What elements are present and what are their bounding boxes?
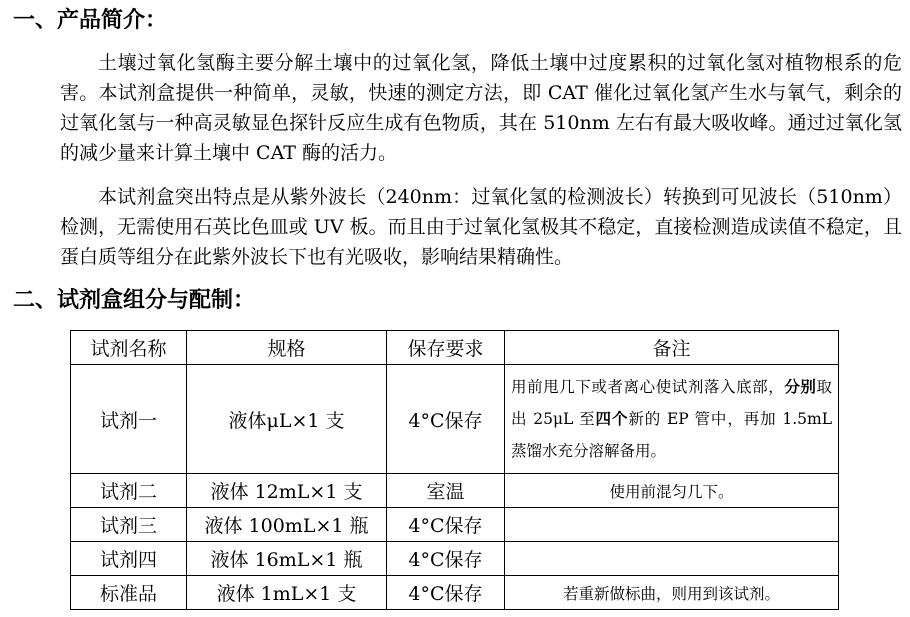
table-row <box>71 474 839 508</box>
reagent-note <box>505 365 839 474</box>
section-heading-product-intro: 一、产品简介： <box>13 8 168 33</box>
reagent-spec: 液体μL×1 支 <box>187 365 387 474</box>
header-cell-note: 备注 <box>505 331 839 365</box>
reagent-spec: 液体 1mL×1 支 <box>187 576 387 610</box>
reagent-name: 试剂一 <box>71 365 187 474</box>
table-row <box>71 542 839 576</box>
reagent-name: 试剂四 <box>71 542 187 576</box>
reagent-storage: 4°C保存 <box>387 542 505 576</box>
reagent-storage: 4°C保存 <box>387 576 505 610</box>
note-emphasis: 四个 <box>595 410 629 428</box>
reagent-spec: 液体 100mL×1 瓶 <box>187 508 387 542</box>
reagent-storage: 4°C保存 <box>387 365 505 474</box>
reagent-storage: 室温 <box>387 474 505 508</box>
header-cell-storage: 保存要求 <box>387 331 505 365</box>
intro-paragraph-2: 本试剂盒突出特点是从紫外波长（240nm：过氧化氢的检测波长）转换到可见波长（510nm）检测，无需使用石英比色皿或 UV 板。而且由于过氧化氢极其不稳定，直接检测造成读值不稳定，且蛋白质等组分在此紫外波长下也有光吸收，影响结果精确性。 <box>60 186 902 268</box>
note-text: 取出 25μL 至 <box>511 378 832 428</box>
reagent-storage: 4°C保存 <box>387 508 505 542</box>
reagent-note <box>505 542 839 576</box>
reagent-name: 试剂二 <box>71 474 187 508</box>
reagent-name: 标准品 <box>71 576 187 610</box>
reagent-note: 使用前混匀几下。 <box>505 474 839 508</box>
table-row <box>71 576 839 610</box>
header-cell-name: 试剂名称 <box>71 331 187 365</box>
reagent-note <box>505 508 839 542</box>
table-row <box>71 365 839 474</box>
section-heading-kit-components: 二、试剂盒组分与配制： <box>13 288 256 313</box>
table-row <box>71 508 839 542</box>
reagent-name: 试剂三 <box>71 508 187 542</box>
table-header-row <box>71 331 839 365</box>
intro-paragraph-1: 土壤过氧化氢酶主要分解土壤中的过氧化氢，降低土壤中过度累积的过氧化氢对植物根系的危害。本试剂盒提供一种简单，灵敏，快速的测定方法，即 CAT 催化过氧化氢产生水与氧气，剩余的过氧化氢与一种高灵敏显色探针反应生成有色物质，其在 510nm 左右有最大吸收峰。通过过氧化氢的减少量来计算土壤中 CAT 酶的活力。 <box>60 52 902 164</box>
reagent-note: 若重新做标曲，则用到该试剂。 <box>505 576 839 610</box>
header-cell-spec: 规格 <box>187 331 387 365</box>
note-emphasis: 分别 <box>784 378 817 396</box>
reagent-spec: 液体 12mL×1 支 <box>187 474 387 508</box>
reagent-spec: 液体 16mL×1 瓶 <box>187 542 387 576</box>
note-text: 用前甩几下或者离心使试剂落入底部， <box>511 378 785 396</box>
kit-components-table <box>70 330 839 610</box>
note-text: 新的 EP 管中，再加 1.5mL 蒸馏水充分溶解备用。 <box>511 410 832 460</box>
